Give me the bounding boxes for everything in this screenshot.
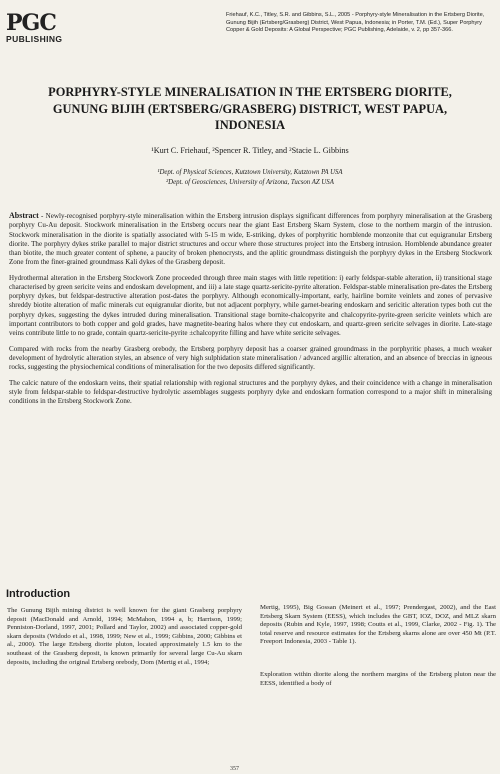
intro-paragraph: Mertig, 1995), Big Gossan (Meinert et al., 1997; Prendergast, 2002), and the East Ertsberg Skarn System (EESS), which includes the GBT, IOZ, DOZ, and MLZ skarn deposits (Rubin and Kyle, 1997, 1998; Coutts et al., 1999, Clarke, 2002 - Fig. 1). The total reserve and resource estimates for the Ertsberg skarns alone are over 450 Mt (P.T. Freeport Indonesia, 2003 - Table 1). [260,604,496,646]
abstract-label: Abstract [9,211,39,220]
abstract-paragraph: The calcic nature of the endoskarn veins, their spatial relationship with regional structures and the porphyry dykes, and their coincidence with a change in mineralisation style from feldspar-stable to feldspar-destructive hydrolytic assemblages suggests porphyry dyke and endoskarn formation correspond to a major shift in mineralising conditions in the Ertsberg Stockwork Zone. [9,378,492,406]
page-number: 357 [230,766,239,772]
intro-column-left: The Gunung Bijih mining district is well known for the giant Grasberg porphyry deposit (MacDonald and Arnold, 1994; McMahon, 1994 a, b; Harrison, 1999; Penniston-Dorland, 1997, 2001; Pollard and Taylor, 2002) and associated copper-gold skarn deposits (Widodo et al., 1998, 1999; New et al., 1999; Gibbins, 2000; Gibbins et al., 2000). The large Ertsberg diorite pluton, located approximately 1.5 km to the southeast of the Grasberg deposit, is known primarily for several large Cu-Au skarn deposits, including the original Ertsberg orebody, Dom (Mertig et al., 1994; [7,607,242,666]
intro-paragraph: Exploration within diorite along the northern margins of the Ertsberg pluton near the EESS, identified a body of [260,670,496,687]
abstract-paragraph: Compared with rocks from the nearby Grasberg orebody, the Ertsberg porphyry deposit has a coarser grained groundmass in the porphyritic phases, a much weaker development of hydrolytic alteration styles, an absence of very high sulphidation state mineralisation / advanced argillic alteration, and an absence of breccias in igneous rocks, suggesting the physiochemical conditions of mineralisation for the two deposits differed significantly. [9,344,492,372]
intro-column-right [260,604,496,696]
abstract-text: - Newly-recognised porphyry-style mineralisation within the Ertsberg intrusion displays significant differences from porphyry mineralisation at the Grasberg porphyry Cu-Au deposit. Stockwork mineralisation in the Ertsberg occurs near the giant East Ertsberg Skarn System, close to the northern margin of the intrusion. Stockwork mineralisation in the diorite is spatially associated with 5-15 m wide, E-striking, dykes of porphyritic hornblende monzonite that cut equigranular Ertsberg diorite. The porphyry dykes strike parallel to major district structures and occur where those structures project into the Ertsberg intrusion. Hornblende abundance greater than biotite, the much greater content of sphene, a paucity of broken phenocrysts, and the aplitic groundmass distinguish the porphyry dykes in the Ertsberg Stockwork Zone from the finer-grained groundmass Kali dykes of the Grasberg deposit. [9,212,492,267]
author-list: ¹Kurt C. Friehauf, ²Spencer R. Titley, and ²Stacie L. Gibbins [151,146,349,155]
logo-subtitle: PUBLISHING [6,34,63,44]
affiliation-1: ¹Dept. of Physical Sciences, Kutztown University, Kutztown PA USA [157,169,343,176]
publisher-logo [6,10,76,44]
affiliation-2: ²Dept. of Geosciences, University of Arizona, Tucson AZ USA [166,178,334,186]
abstract-paragraph: Hydrothermal alteration in the Ertsberg Stockwork Zone proceeded through three main stages with little repetition: i) early feldspar-stable alteration, ii) transitional stage characterised by green sericite veins and endoskarn development, and iii) a late stage quartz-sericite-pyrite alteration. Feldspar-stable mineralisation pre-dates the Ertsberg porphyry dykes, but feldspar-destructive alteration post-dates the porphyry. Although economically-important, early, hairline bornite veinlets and zones of pervasive shreddy biotite alteration of mafic minerals cut equigranular diorite, but not adjacent porphyry, while garnet-bearing endoskarn and sericitic alteration types both cut the porphyry dykes, suggesting the dykes intruded during mineralisation. Transitional stage bornite-chalcopyrite and chalcopyrite-pyrite-green sericite veinlets which are important contributors to both copper and gold grades, have magnetite-bearing halos where they cut endoskarn, and quartz-green sericite selvages in diorite. Late-stage veins contribute little to no grade, contain quartz-sericite-pyrite ±chalcopyrite filling and have white sericite selvages. [9,273,492,338]
paper-title: PORPHYRY-STYLE MINERALISATION IN THE ERTSBERG DIORITE, GUNUNG BIJIH (ERTSBERG/GRASBERG) DISTRICT, WEST PAPUA, INDONESIA [48,85,452,132]
abstract-paragraph [9,211,492,268]
abstract-section [9,211,492,413]
affiliations [20,168,480,187]
citation-header: Friehauf, K.C., Titley, S.R. and Gibbins, S.L., 2005 - Porphyry-style Mineralisation in the Ertsberg Diorite, Gunung Bijih (Ertsberg/Grasberg) District, West Papua, Indonesia; in Porter, T.M. (Ed.), Super Porphyry Copper & Gold Deposits: A Global Perspective; PGC Publishing, Adelaide, v. 2, pp 357-366. [226,12,485,34]
logo-mark: PGC [6,10,56,36]
section-heading-introduction: Introduction [6,588,71,600]
